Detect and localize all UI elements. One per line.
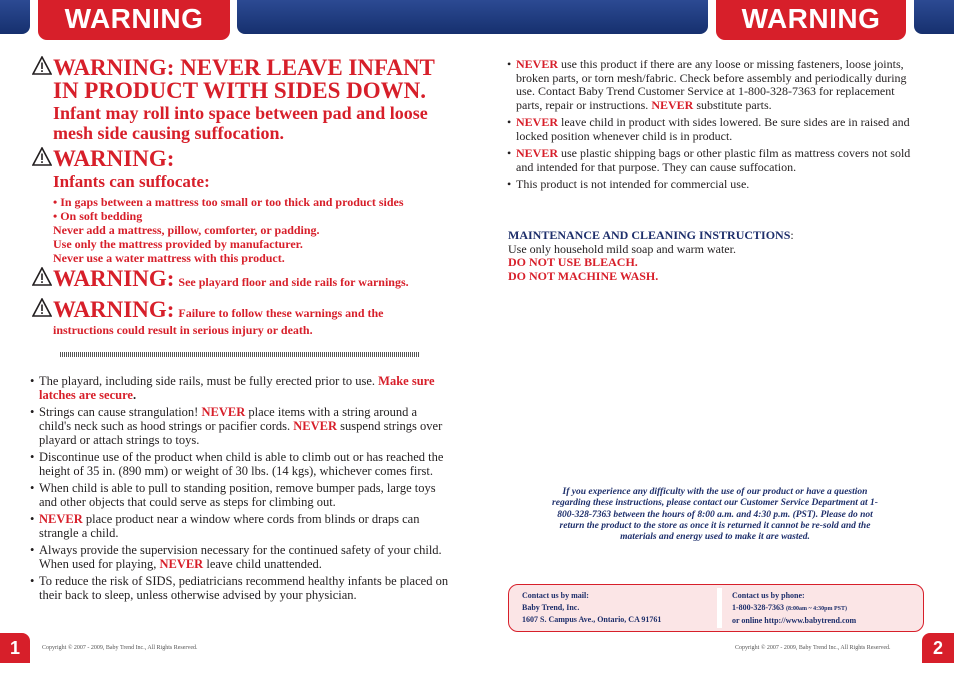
warning-2-title [32,146,452,172]
contact-separator [717,588,722,628]
warning-block-1 [32,56,452,143]
list-item: • When child is able to pull to standing position, remove bumper pads, large toys and other objects that could serve as steps for climbing out. [30,481,436,509]
warning-4-text: Failure to follow these warnings and the [178,306,384,320]
maintenance-line: Use only household mild soap and warm water. [508,241,736,256]
list-item: • To reduce the risk of SIDS, pediatricians recommend healthy infants be placed on their back to sleep, unless otherwise advised by your physician. [30,574,449,602]
warning-3-title-text: WARNING: [53,266,175,291]
warning-1-subtitle: Infant may roll into space between pad and loose mesh side causing suffocation. [53,103,428,143]
list-item: • NEVER place product near a window where cords from blinds or draps can strangle a child. [30,512,420,540]
right-bullet-list [507,58,923,195]
list-item: • NEVER use this product if there are any loose or missing fasteners, loose joints, broken parts, or torn mesh/fabric. Check before assembly and periodically during use. Contact Baby Trend Customer Service at 1-800-328-7363 for replacement parts, repair or instructions. NEVER substitute parts. [507,57,907,112]
top-bar-right [914,0,954,34]
help-text: If you experience any difficulty with the use of our product or have a question regarding these instructions, please contact our Customer Service Department at 1-800-328-7363 between the hours of 8:00 a.m. and 4:30 p.m. (PST). Please do not return the product to the store as once it is returned it cannot be re-sold and the materials and energy used to make it are wasted. [552,487,878,543]
contact-phone-hours: (8:00am ~ 4:30pm PST) [786,606,847,612]
copyright-left: Copyright © 2007 - 2009, Baby Trend Inc., All Rights Reserved. [42,645,198,651]
warning-tab-left: WARNING [38,0,230,40]
warning-3-title [32,266,174,291]
warning-tab-right: WARNING [716,0,906,40]
list-item: • Strings can cause strangulation! NEVER place items with a string around a child's neck such as hood strings or pacifier cords. NEVER suspend strings over playard or attach strings to toys. [30,405,443,447]
copyright-right: Copyright © 2007 - 2009, Baby Trend Inc., All Rights Reserved. [735,645,891,651]
warning-1-title-text: WARNING: NEVER LEAVE INFANT IN PRODUCT WITH SIDES DOWN. [53,55,435,103]
warning-2-line: • In gaps between a mattress too small or too thick and product sides [53,195,404,209]
page-number-right: 2 [922,633,954,663]
contact-phone-label: Contact us by phone: [732,591,805,600]
contact-phone [732,590,922,627]
contact-mail-name: Baby Trend, Inc. [522,603,580,612]
warning-2-line: Never use a water mattress with this product. [53,251,285,265]
contact-phone-number: 1-800-328-7363 [732,603,784,612]
warning-triangle-icon [32,147,52,167]
warning-1-title [32,56,452,102]
warning-2-line: Never add a mattress, pillow, comforter, or padding. [53,223,320,237]
warning-block-4 [32,297,452,337]
contact-mail-label: Contact us by mail: [522,591,589,600]
maintenance-no-bleach: DO NOT USE BLEACH. [508,255,638,269]
warning-block-3 [32,266,452,292]
warning-2-subtitle: Infants can suffocate: [53,172,210,191]
contact-mail-address: 1607 S. Campus Ave., Ontario, CA 91761 [522,615,662,624]
maintenance-section [508,229,924,283]
warning-triangle-icon [32,298,52,318]
top-bar-center [237,0,708,34]
list-item: • The playard, including side rails, must be fully erected prior to use. Make sure latches are secure. [30,374,435,402]
contact-mail [522,590,717,626]
warning-2-title-text: WARNING: [53,146,175,171]
warning-4-text-2: instructions could result in serious injury or death. [53,323,313,337]
warning-triangle-icon [32,267,52,287]
top-bar-left [0,0,30,34]
list-item: • Discontinue use of the product when child is able to climb out or has reached the height of 35 in. (890 mm) or weight of 30 lbs. (14 kgs), whichever comes first. [30,450,444,478]
list-item: • NEVER leave child in product with sides lowered. Be sure sides are in raised and locked position whenever child is in product. [507,115,910,143]
warning-triangle-icon [32,56,52,76]
warning-3-text: See playard floor and side rails for warnings. [178,275,409,289]
left-bullet-list [30,374,450,605]
warning-block-2 [32,146,452,265]
warning-4-title-text: WARNING: [53,297,175,322]
divider-bar [60,352,420,357]
warning-4-title [32,297,174,322]
warning-2-lines [53,195,452,265]
contact-online[interactable]: or online http://www.babytrend.com [732,616,857,625]
list-item: • Always provide the supervision necessary for the continued safety of your child. When used for playing, NEVER leave child unattended. [30,543,442,571]
list-item: • NEVER use plastic shipping bags or other plastic film as mattress covers not sold and intended for that purpose. They can cause suffocation. [507,146,911,174]
warning-2-line: Use only the mattress provided by manufacturer. [53,237,303,251]
contact-box [508,584,924,632]
maintenance-title: MAINTENANCE AND CLEANING INSTRUCTIONS: [508,228,794,242]
list-item: • This product is not intended for commercial use. [507,177,750,191]
maintenance-no-wash: DO NOT MACHINE WASH. [508,268,659,283]
warning-2-line: • On soft bedding [53,209,143,223]
page-number-left: 1 [0,633,30,663]
